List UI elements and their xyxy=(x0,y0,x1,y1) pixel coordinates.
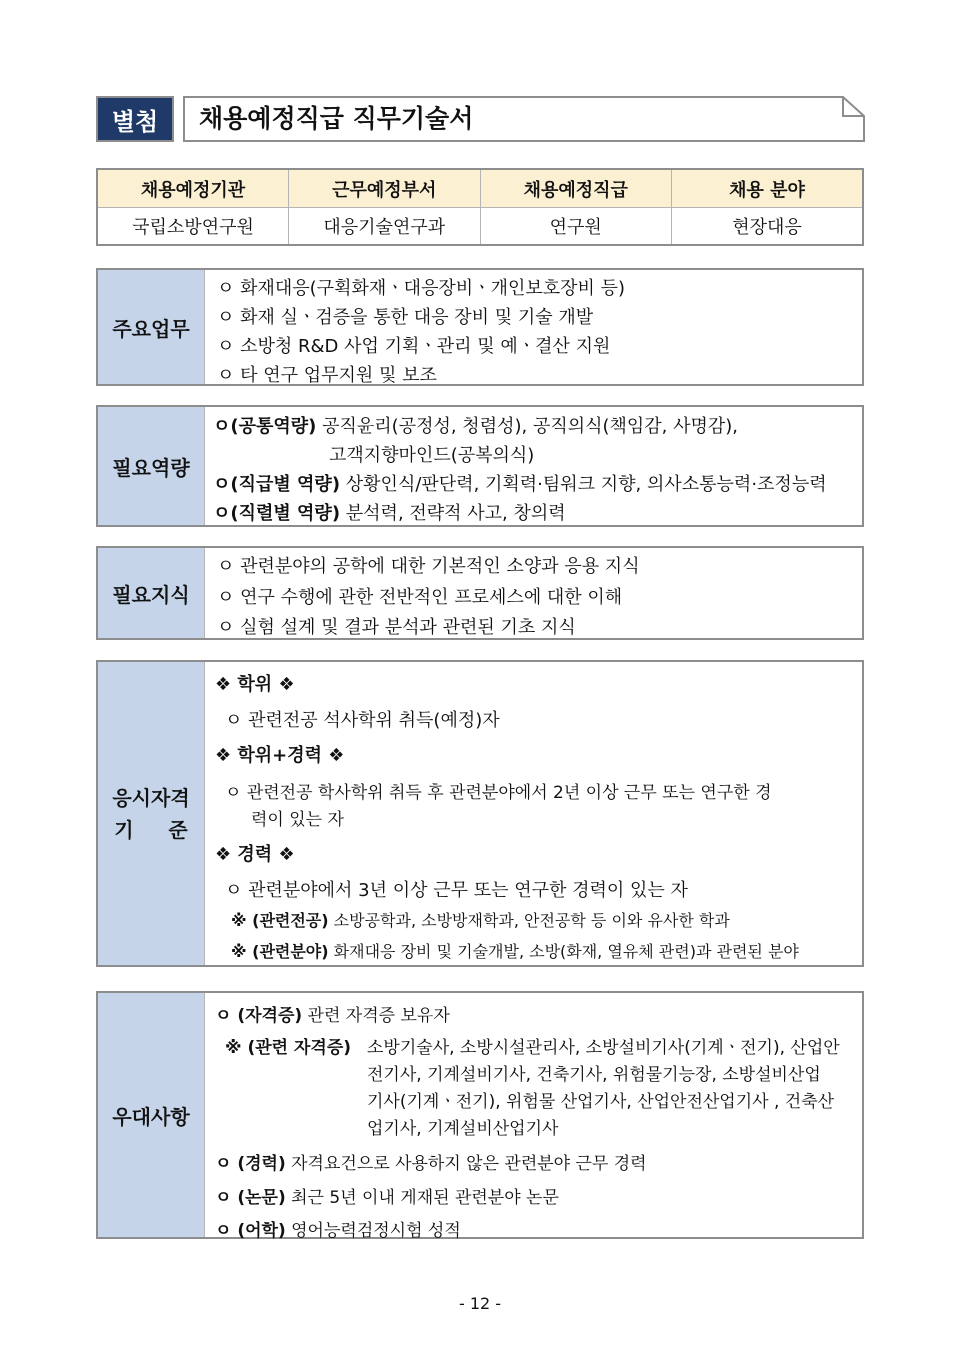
position-info-table xyxy=(96,168,864,246)
duty-item: ㅇ 화재 실ㆍ검증을 통한 대응 장비 및 기술 개발 xyxy=(217,307,594,328)
language-item xyxy=(215,1216,461,1241)
related-field-text: 화재대응 장비 및 기술개발, 소방(화재, 열유체 관련)과 관련된 분야 xyxy=(328,942,799,961)
paper-text: 최근 5년 이내 게재된 관련분야 논문 xyxy=(285,1188,559,1208)
cert-note-line: 소방기술사, 소방시설관리사, 소방설비기사(기계ㆍ전기), 산업안 xyxy=(367,1038,840,1058)
paper-item xyxy=(215,1183,559,1208)
related-major-note xyxy=(231,908,730,931)
knowledge-item: ㅇ 연구 수행에 관한 전반적인 프로세스에 대한 이해 xyxy=(217,587,623,608)
main-duties-label: 주요업무 xyxy=(98,270,205,384)
language-head: ㅇ (어학) xyxy=(215,1221,286,1241)
qualification-section xyxy=(96,660,864,967)
cert-note-line: 업기사, 기계설비산업기사 xyxy=(367,1119,559,1139)
preference-label: 우대사항 xyxy=(98,993,205,1237)
cert-note-head: ※ (관련 자격증) xyxy=(225,1038,352,1058)
grade-competency-text: 상황인식/판단력, 기획력·팀워크 지향, 의사소통능력·조정능력 xyxy=(340,474,827,495)
paper-head: ㅇ (논문) xyxy=(215,1188,286,1208)
common-competency-text: 공직윤리(공정성, 청렴성), 공직의식(책임감, 사명감), xyxy=(316,416,739,437)
value-department: 대응기술연구과 xyxy=(289,208,481,246)
grade-competency xyxy=(213,470,827,496)
cert-note-line: 기사(기계ㆍ전기), 위험물 산업기사, 산업안전산업기사 , 건축산 xyxy=(367,1092,835,1112)
title-box xyxy=(183,96,865,142)
competency-label: 필요역량 xyxy=(98,407,205,525)
appendix-badge: 별첨 xyxy=(96,96,174,142)
qualification-label xyxy=(98,662,205,965)
table-row xyxy=(97,208,863,246)
cert-note-line: 전기사, 기계설비기사, 건축기사, 위험물기능장, 소방설비산업 xyxy=(367,1065,821,1085)
value-field: 현장대응 xyxy=(672,208,864,246)
degree-exp-heading: ❖ 학위+경력 ❖ xyxy=(215,745,345,766)
certificate-item xyxy=(215,1001,450,1026)
knowledge-item: ㅇ 실험 설계 및 결과 분석과 관련된 기초 지식 xyxy=(217,617,576,638)
related-field-note xyxy=(231,939,799,962)
experience-item: ㅇ 관련분야에서 3년 이상 근무 또는 연구한 경력이 있는 자 xyxy=(225,880,688,901)
knowledge-label: 필요지식 xyxy=(98,548,205,638)
qualification-label-line2: 기 준 xyxy=(114,817,188,842)
career-head: ㅇ (경력) xyxy=(215,1154,286,1174)
grade-competency-head: ㅇ(직급별 역량) xyxy=(213,474,341,495)
header-agency: 채용예정기관 xyxy=(97,169,289,208)
common-competency-cont: 고객지향마인드(공복의식) xyxy=(329,445,535,466)
degree-exp-item-cont: 력이 있는 자 xyxy=(251,810,344,830)
career-text: 자격요건으로 사용하지 않은 관련분야 근무 경력 xyxy=(285,1154,647,1174)
knowledge-item: ㅇ 관련분야의 공학에 대한 기본적인 소양과 응용 지식 xyxy=(217,556,640,577)
duty-item: ㅇ 소방청 R&D 사업 기획ㆍ관리 및 예ㆍ결산 지원 xyxy=(217,336,611,357)
related-major-text: 소방공학과, 소방방재학과, 안전공학 등 이와 유사한 학과 xyxy=(328,911,730,930)
series-competency-text: 분석력, 전략적 사고, 창의력 xyxy=(340,503,566,524)
competency-section xyxy=(96,405,864,527)
degree-heading: ❖ 학위 ❖ xyxy=(215,674,295,695)
header-department: 근무예정부서 xyxy=(289,169,481,208)
preference-section xyxy=(96,991,864,1239)
qualification-label-line1: 응시자격 xyxy=(112,785,190,810)
knowledge-section xyxy=(96,546,864,640)
certificate-text: 관련 자격증 보유자 xyxy=(302,1006,450,1026)
degree-item: ㅇ 관련전공 석사학위 취득(예정)자 xyxy=(225,710,500,731)
language-text: 영어능력검정시험 성적 xyxy=(285,1221,461,1241)
page-title: 채용예정직급 직무기술서 xyxy=(199,104,474,133)
certificate-head: ㅇ (자격증) xyxy=(215,1006,303,1026)
page-number: - 12 - xyxy=(458,1294,502,1313)
career-item xyxy=(215,1149,647,1174)
header-grade: 채용예정직급 xyxy=(480,169,672,208)
value-agency: 국립소방연구원 xyxy=(97,208,289,246)
main-duties-section xyxy=(96,268,864,386)
degree-exp-item: ㅇ 관련전공 학사학위 취득 후 관련분야에서 2년 이상 근무 또는 연구한 경 xyxy=(225,783,772,803)
duty-item: ㅇ 타 연구 업무지원 및 보조 xyxy=(217,365,437,386)
table-header-row xyxy=(97,169,863,208)
series-competency xyxy=(213,499,566,525)
common-competency xyxy=(213,412,738,438)
related-major-head: ※ (관련전공) xyxy=(231,911,329,930)
value-grade: 연구원 xyxy=(480,208,672,246)
series-competency-head: ㅇ(직렬별 역량) xyxy=(213,503,341,524)
common-competency-head: ㅇ(공통역량) xyxy=(213,416,317,437)
header-field: 채용 분야 xyxy=(672,169,864,208)
experience-heading: ❖ 경력 ❖ xyxy=(215,844,295,865)
related-field-head: ※ (관련분야) xyxy=(231,942,329,961)
duty-item: ㅇ 화재대응(구획화재ㆍ대응장비ㆍ개인보호장비 등) xyxy=(217,278,626,299)
